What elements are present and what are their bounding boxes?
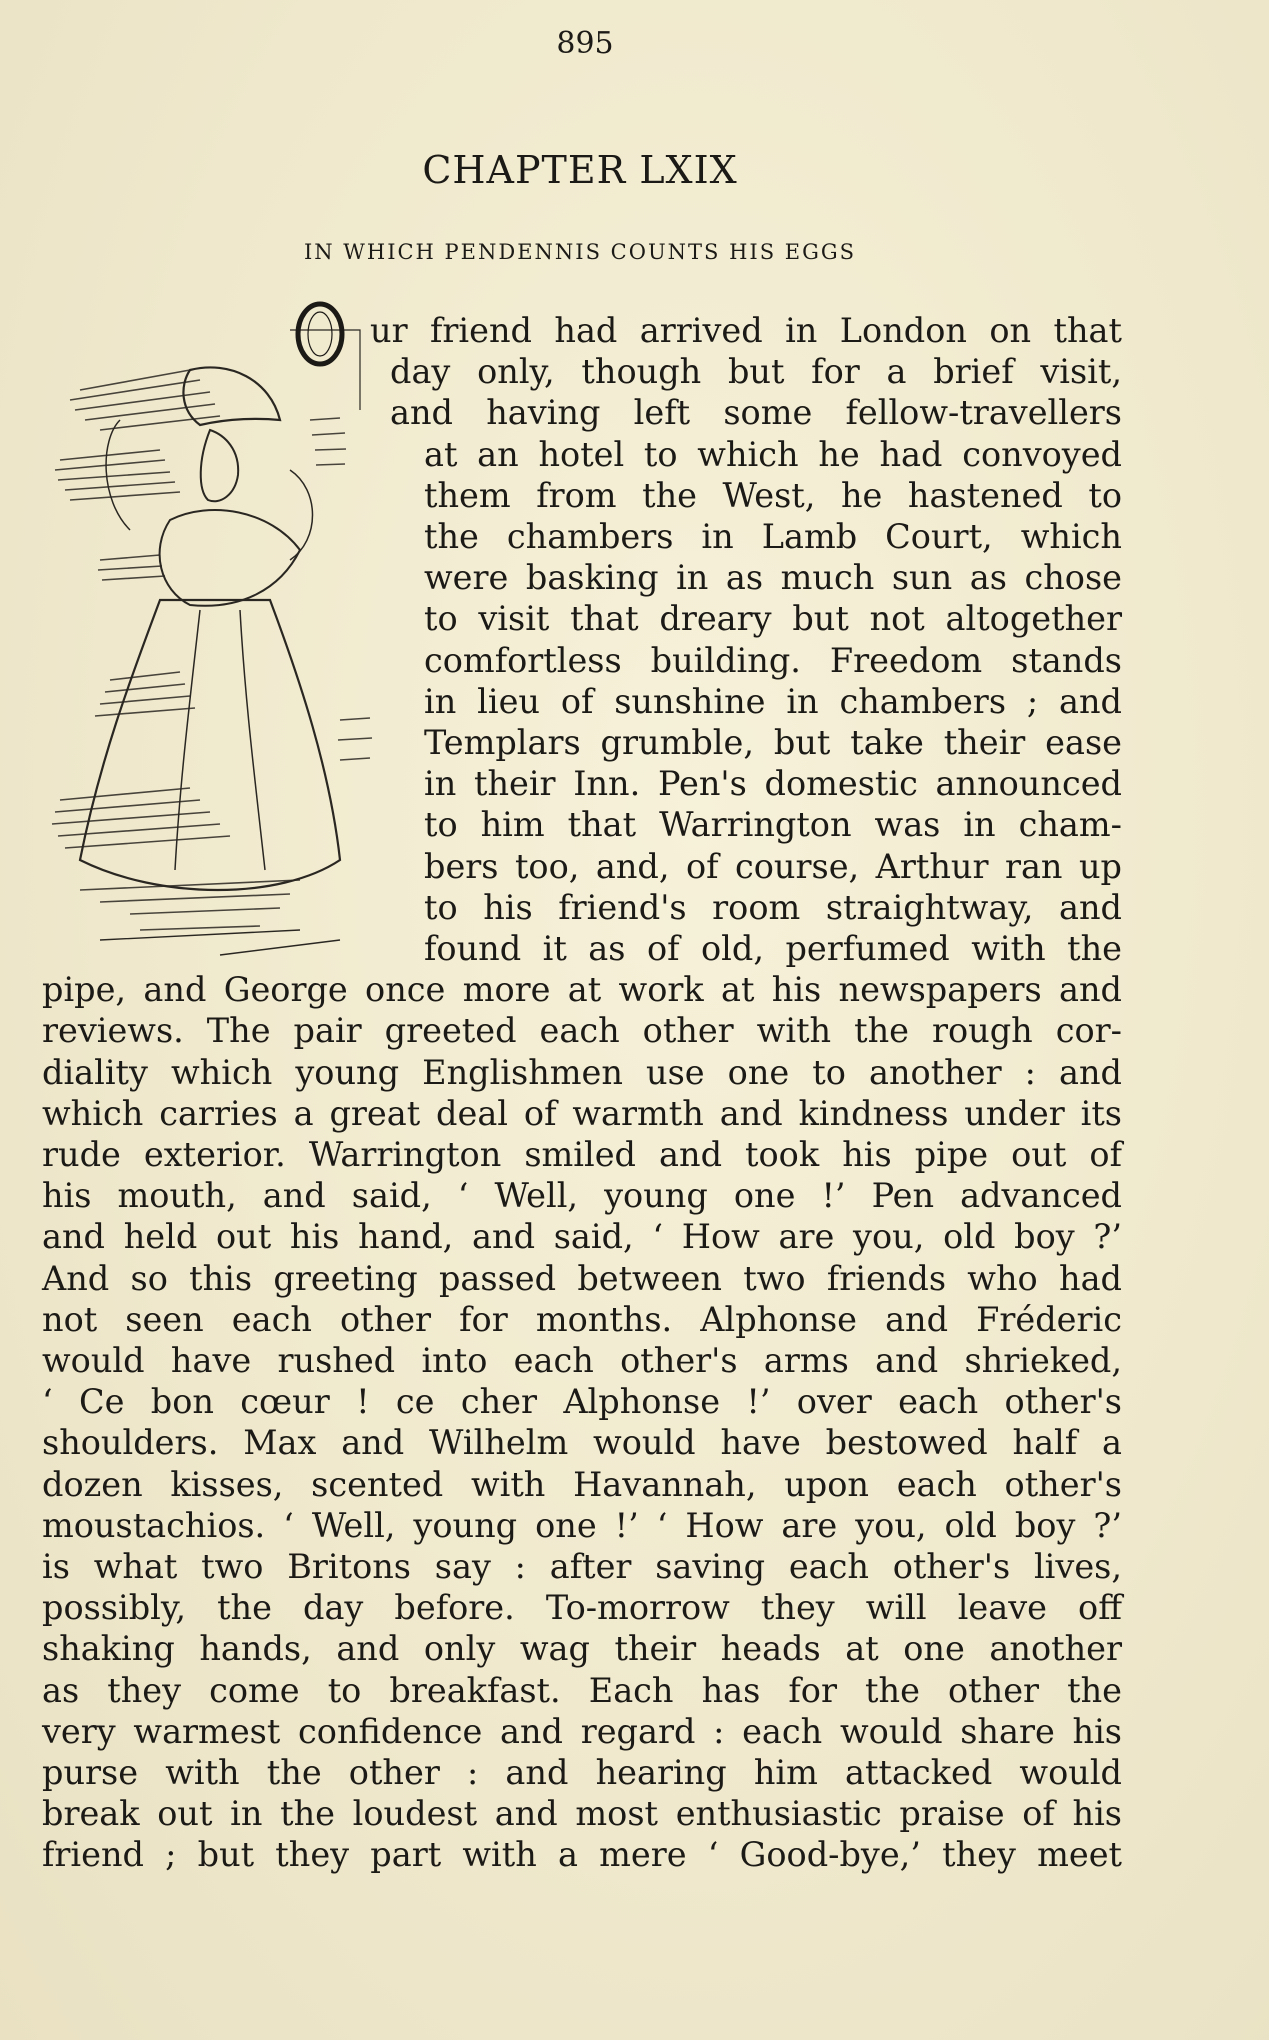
figure-bonnet: [183, 367, 280, 425]
ground-line: [100, 930, 340, 955]
drop-cap-o: [290, 298, 350, 370]
text-line: to visit that dreary but not altogether: [424, 599, 1122, 639]
figure-basket: [106, 420, 312, 560]
page-number: 895: [556, 26, 614, 61]
text-line: at an hotel to which he had convoyed: [424, 434, 1122, 474]
text-line: day only, though but for a brief visit,: [390, 352, 1122, 392]
text-line: dozen kisses, scented with Havannah, upon each other's: [42, 1464, 1122, 1504]
text-line: ‘ Ce bon cœur ! ce cher Alphonse !’ over each other's: [42, 1382, 1122, 1422]
text-line: and held out his hand, and said, ‘ How are you, old boy ?’: [42, 1217, 1122, 1257]
text-line: friend ; but they part with a mere ‘ Good-bye,’ they meet: [42, 1835, 1122, 1875]
text-line: found it as of old, perfumed with the: [424, 929, 1122, 968]
text-line: them from the West, he hastened to: [424, 475, 1122, 515]
text-line: pipe, and George once more at work at his newspapers and: [42, 970, 1122, 1010]
text-line: rude exterior. Warrington smiled and took his pipe out of: [42, 1135, 1122, 1174]
text-line: reviews. The pair greeted each other with the rough cor-: [42, 1011, 1122, 1051]
figure-shawl: [160, 510, 300, 606]
text-line: is what two Britons say : after saving each other's lives,: [42, 1547, 1122, 1586]
chapter-title: CHAPTER LXIX: [422, 148, 738, 192]
text-line: were basking in as much sun as chose: [424, 558, 1122, 598]
text-line: to him that Warrington was in cham-: [424, 805, 1122, 845]
text-line: in their Inn. Pen's domestic announced: [424, 764, 1122, 804]
text-line: the chambers in Lamb Court, which: [424, 517, 1122, 556]
text-line: diality which young Englishmen use one to another : and: [42, 1052, 1122, 1092]
text-line: bers too, and, of course, Arthur ran up: [424, 846, 1122, 886]
text-line: comfortless building. Freedom stands: [424, 640, 1122, 680]
engraving-illustration: [40, 300, 400, 960]
figure-dress: [80, 600, 340, 890]
text-line: possibly, the day before. To-morrow they will leave off: [42, 1588, 1122, 1628]
text-line: moustachios. ‘ Well, young one !’ ‘ How are you, old boy ?’: [42, 1505, 1122, 1545]
text-line: very warmest confidence and regard : each would share his: [42, 1711, 1122, 1751]
text-line: shaking hands, and only wag their heads at one another: [42, 1629, 1122, 1669]
text-line: to his friend's room straightway, and: [424, 887, 1122, 927]
text-line: ur friend had arrived in London on that: [370, 311, 1122, 350]
text-line: break out in the loudest and most enthusiastic praise of his: [42, 1794, 1122, 1834]
text-line: purse with the other : and hearing him attacked would: [42, 1753, 1122, 1792]
text-line: his mouth, and said, ‘ Well, young one !’ Pen advanced: [42, 1176, 1122, 1216]
text-line: shoulders. Max and Wilhelm would have bestowed half a: [42, 1423, 1122, 1463]
text-line: which carries a great deal of warmth and kindness under its: [42, 1093, 1122, 1133]
text-line: not seen each other for months. Alphonse and Fréderic: [42, 1299, 1122, 1339]
text-line: as they come to breakfast. Each has for the other the: [42, 1670, 1122, 1710]
figure-apron: [175, 610, 265, 870]
text-line: in lieu of sunshine in chambers ; and: [424, 681, 1122, 721]
chapter-subtitle: IN WHICH PENDENNIS COUNTS HIS EGGS: [303, 240, 857, 264]
text-line: And so this greeting passed between two friends who had: [42, 1258, 1122, 1298]
text-line: would have rushed into each other's arms and shrieked,: [42, 1341, 1122, 1380]
text-line: Templars grumble, but take their ease: [424, 723, 1122, 762]
text-line: and having left some fellow-travellers: [390, 393, 1122, 433]
figure-head: [201, 430, 238, 501]
engraving-hatching: [52, 370, 372, 930]
